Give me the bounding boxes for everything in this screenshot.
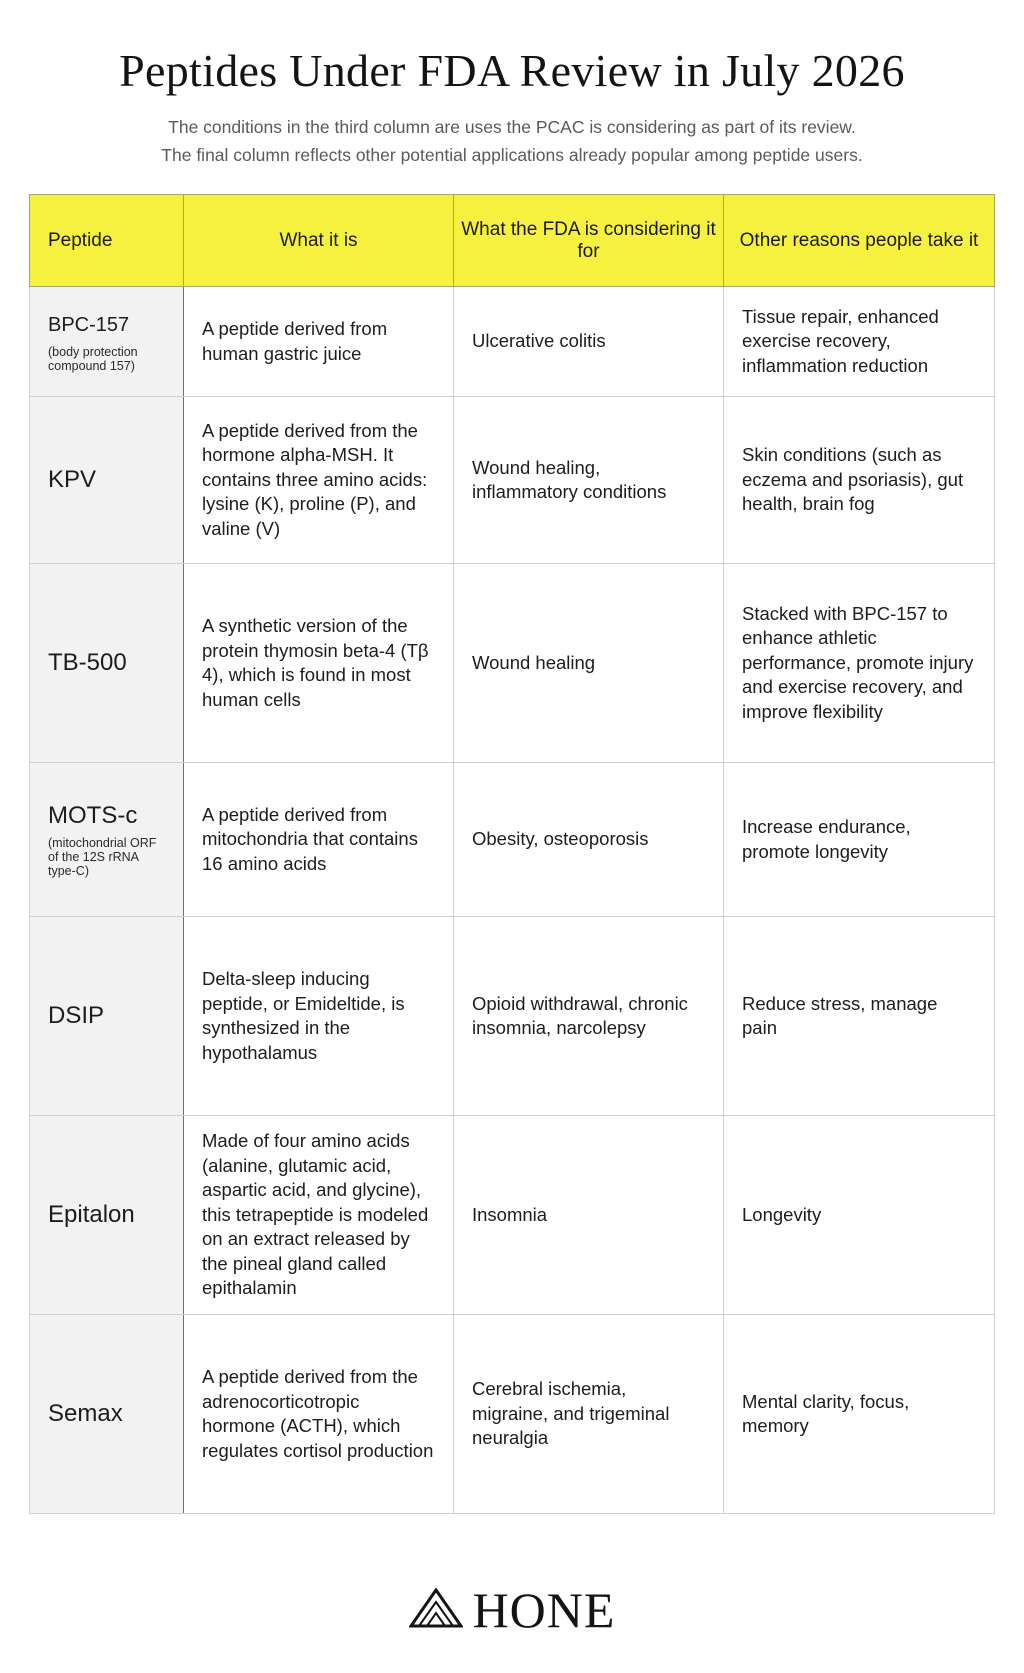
- what-it-is-cell: [184, 287, 454, 397]
- table-row: [30, 763, 995, 917]
- what-it-is-cell: [184, 763, 454, 917]
- header-other-reasons: Other reasons people take it: [724, 195, 995, 287]
- table-header-row: [30, 195, 995, 287]
- what-it-is-cell: [184, 917, 454, 1116]
- table-row: [30, 917, 995, 1116]
- other-reasons-cell: [724, 1315, 995, 1514]
- peptide-name-cell: [30, 287, 184, 397]
- peptide-note: (body protection compound 157): [48, 344, 138, 373]
- peptide-name-cell: [30, 1116, 184, 1315]
- peptide-note: (mitochondrial ORF of the 12S rRNA type-C): [48, 835, 157, 878]
- fda-considering-text: Opioid withdrawal, chronic insomnia, narcolepsy: [472, 992, 688, 1038]
- header-fda-considering: What the FDA is considering it for: [454, 195, 724, 287]
- peptide-table: [29, 194, 995, 1514]
- what-it-is-text: Made of four amino acids (alanine, glutamic acid, aspartic acid, and glycine), this tetrapeptide is modeled on an extract released by the pineal gland called epithalamin: [202, 1130, 429, 1299]
- table-row: [30, 287, 995, 397]
- fda-considering-cell: [454, 1116, 724, 1315]
- peptide-name: KPV: [48, 466, 97, 493]
- subtitle-line-1: The conditions in the third column are uses the PCAC is considering as part of its review.: [168, 117, 856, 137]
- fda-considering-text: Insomnia: [472, 1203, 548, 1225]
- logo-wordmark: HONE: [472, 1582, 616, 1638]
- fda-considering-text: Obesity, osteoporosis: [472, 828, 649, 850]
- what-it-is-text: A peptide derived from the adrenocorticotropic hormone (ACTH), which regulates cortisol production: [202, 1366, 434, 1461]
- page-title: Peptides Under FDA Review in July 2026: [119, 45, 905, 96]
- other-reasons-cell: [724, 287, 995, 397]
- table-row: [30, 1315, 995, 1514]
- subtitle: [0, 113, 1024, 169]
- what-it-is-cell: [184, 397, 454, 564]
- table-row: [30, 1116, 995, 1315]
- peptide-name-cell: [30, 564, 184, 763]
- fda-considering-text: Cerebral ischemia, migraine, and trigeminal neuralgia: [472, 1378, 670, 1449]
- what-it-is-text: A peptide derived from human gastric juice: [202, 318, 388, 364]
- other-reasons-cell: [724, 917, 995, 1116]
- peptide-name: Semax: [48, 1400, 123, 1427]
- fda-considering-cell: [454, 564, 724, 763]
- fda-considering-cell: [454, 917, 724, 1116]
- subtitle-line-2: The final column reflects other potential applications already popular among peptide users.: [161, 145, 863, 165]
- hone-logo: [0, 1582, 1024, 1638]
- table-row: [30, 564, 995, 763]
- other-reasons-text: Longevity: [742, 1203, 822, 1225]
- peptide-name: TB-500: [48, 649, 127, 676]
- other-reasons-text: Stacked with BPC-157 to enhance athletic performance, promote injury and exercise recovery, and improve flexibility: [742, 602, 974, 722]
- fda-considering-cell: [454, 397, 724, 564]
- header-what-it-is: What it is: [184, 195, 454, 287]
- fda-considering-cell: [454, 763, 724, 917]
- mountain-icon: [409, 1588, 463, 1633]
- peptide-name: BPC-157: [48, 313, 130, 336]
- other-reasons-cell: [724, 1116, 995, 1315]
- fda-considering-text: Wound healing: [472, 651, 596, 673]
- peptide-name: Epitalon: [48, 1201, 135, 1228]
- what-it-is-cell: [184, 1315, 454, 1514]
- what-it-is-text: A peptide derived from the hormone alpha-MSH. It contains three amino acids: lysine (K), proline (P), and valine (V): [202, 419, 428, 539]
- other-reasons-cell: [724, 397, 995, 564]
- table-row: [30, 397, 995, 564]
- peptide-name-cell: [30, 917, 184, 1116]
- header-peptide: Peptide: [30, 195, 184, 287]
- fda-considering-cell: [454, 1315, 724, 1514]
- other-reasons-text: Mental clarity, focus, memory: [742, 1390, 910, 1436]
- other-reasons-text: Tissue repair, enhanced exercise recovery, inflammation reduction: [742, 305, 939, 376]
- other-reasons-text: Reduce stress, manage pain: [742, 992, 938, 1038]
- other-reasons-text: Skin conditions (such as eczema and psoriasis), gut health, brain fog: [742, 444, 964, 515]
- other-reasons-cell: [724, 564, 995, 763]
- what-it-is-text: Delta-sleep inducing peptide, or Emideltide, is synthesized in the hypothalamus: [202, 968, 405, 1063]
- fda-considering-text: Wound healing, inflammatory conditions: [472, 456, 667, 502]
- peptide-table-container: [29, 194, 995, 1514]
- other-reasons-text: Increase endurance, promote longevity: [742, 816, 911, 862]
- peptide-name: MOTS-c: [48, 801, 138, 829]
- what-it-is-cell: [184, 1116, 454, 1315]
- peptide-name-cell: [30, 1315, 184, 1514]
- peptide-name-cell: [30, 397, 184, 564]
- fda-considering-cell: [454, 287, 724, 397]
- what-it-is-text: A synthetic version of the protein thymosin beta-4 (Tβ 4), which is found in most human cells: [202, 615, 429, 710]
- fda-considering-text: Ulcerative colitis: [472, 330, 606, 352]
- peptide-name: DSIP: [48, 1002, 105, 1029]
- peptide-name-cell: [30, 763, 184, 917]
- other-reasons-cell: [724, 763, 995, 917]
- what-it-is-cell: [184, 564, 454, 763]
- what-it-is-text: A peptide derived from mitochondria that contains 16 amino acids: [202, 803, 418, 874]
